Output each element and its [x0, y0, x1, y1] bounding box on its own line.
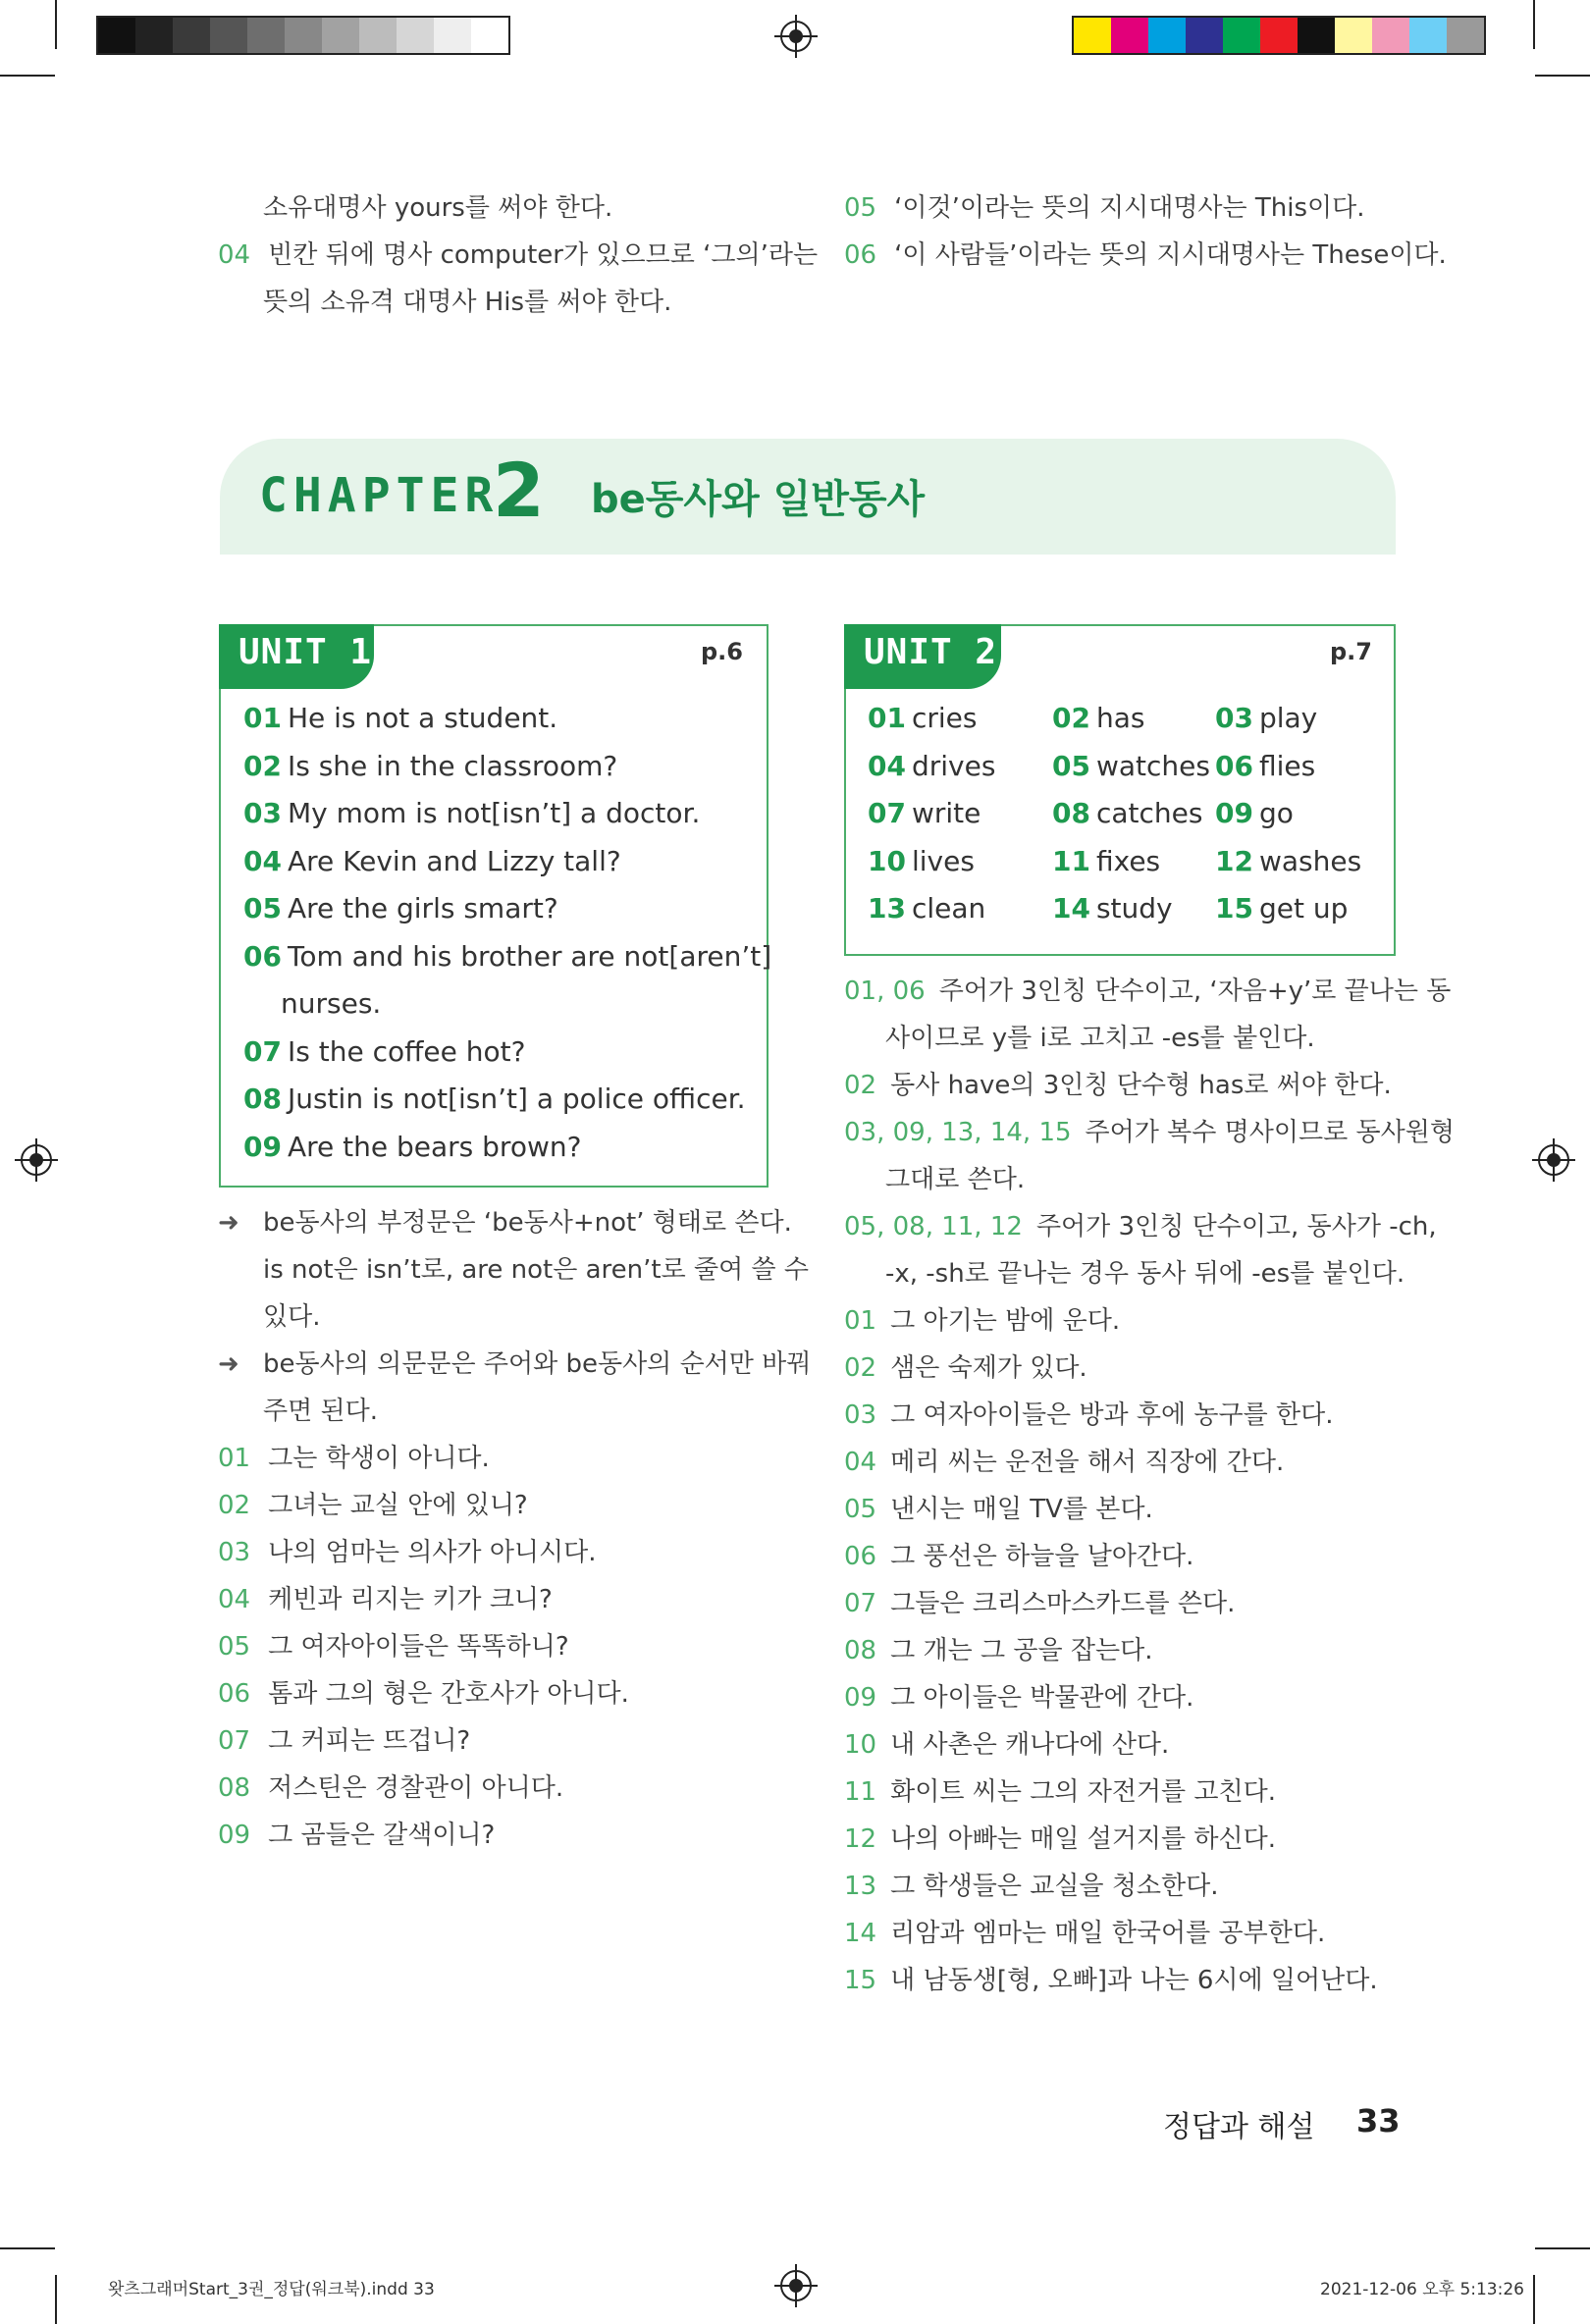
explanation-line — [844, 1392, 1455, 1439]
note-line — [844, 185, 1447, 232]
answer-cell — [868, 885, 1052, 933]
item-text: 주어가 3인칭 단수이고, ‘자음+y’로 끝나는 동 — [938, 977, 1452, 1006]
item-number: 05 — [1052, 749, 1090, 782]
item-number: 13 — [868, 892, 906, 924]
item-text: 주어가 복수 명사이므로 동사원형 — [1085, 1118, 1455, 1147]
unit1-page-ref: p.6 — [701, 638, 743, 665]
color-swatch — [1335, 18, 1372, 53]
registration-mark-icon — [780, 2270, 812, 2301]
answer-line — [243, 743, 771, 791]
item-text: be동사의 부정문은 ‘be동사+not’ 형태로 쓴다. — [263, 1208, 792, 1238]
explanation-line — [844, 968, 1455, 1015]
item-text: write — [911, 797, 981, 829]
item-number: 08 — [243, 1083, 282, 1115]
item-text: Tom and his brother are not[aren’t] — [287, 939, 772, 973]
explanation-line — [844, 1721, 1455, 1769]
answer-row — [868, 838, 1362, 886]
unit1-tab: UNIT 1 — [219, 624, 374, 689]
item-text: washes — [1258, 844, 1362, 877]
answer-cell — [1215, 838, 1362, 886]
item-number: 09 — [243, 1130, 282, 1163]
explanation-line — [844, 1674, 1455, 1721]
explanation-line — [218, 1341, 811, 1388]
item-number: 08 — [218, 1773, 251, 1803]
explanation-line — [218, 1670, 811, 1717]
explanation-line — [218, 1482, 811, 1529]
color-swatch — [397, 18, 434, 53]
item-number: 02 — [844, 1071, 877, 1100]
answer-line — [243, 790, 771, 838]
item-text: 그 개는 그 공을 잡는다. — [890, 1636, 1153, 1665]
item-number: 01 — [218, 1444, 251, 1473]
explanation-line — [218, 1294, 811, 1341]
unit1-answer-list — [243, 695, 771, 1171]
color-swatch — [1074, 18, 1111, 53]
process-color-bar — [1072, 16, 1486, 55]
item-text: 그 여자아이들은 똑똑하니? — [268, 1632, 569, 1662]
note-line — [218, 279, 818, 326]
item-text: -x, -sh로 끝나는 경우 동사 뒤에 -es를 붙인다. — [885, 1259, 1405, 1289]
color-swatch — [1111, 18, 1148, 53]
item-text: 리암과 엠마는 매일 한국어를 공부한다. — [890, 1919, 1326, 1948]
item-text: 화이트 씨는 그의 자전거를 고친다. — [890, 1777, 1277, 1807]
item-text: nurses. — [281, 987, 382, 1020]
item-number: 11 — [844, 1777, 877, 1807]
item-number: 02 — [1052, 702, 1090, 734]
color-swatch — [1372, 18, 1409, 53]
arrow-icon: ➜ — [218, 1349, 239, 1379]
answer-line — [243, 1029, 771, 1077]
explanation-line — [844, 1816, 1455, 1863]
answer-cell — [1052, 885, 1215, 933]
explanation-line — [844, 1910, 1455, 1957]
item-text: 케빈과 리지는 키가 크니? — [268, 1585, 553, 1614]
color-swatch — [285, 18, 322, 53]
color-swatch — [1447, 18, 1484, 53]
explanation-line — [844, 1627, 1455, 1674]
item-number: 05, 08, 11, 12 — [844, 1212, 1023, 1241]
item-text: is not은 isn’t로, are not은 aren’t로 줄여 쓸 수 — [263, 1255, 809, 1285]
unit2-answer-grid — [868, 695, 1362, 933]
item-number: 15 — [1215, 892, 1253, 924]
explanation-line — [844, 1015, 1455, 1062]
answer-row — [868, 695, 1362, 743]
color-swatch — [210, 18, 247, 53]
answer-cell — [1052, 743, 1215, 791]
unit1-explanations — [218, 1199, 811, 1859]
item-text: get up — [1258, 892, 1349, 924]
explanation-line — [218, 1529, 811, 1576]
item-number: 14 — [1052, 892, 1090, 924]
item-text: 그 아이들은 박물관에 간다. — [890, 1683, 1194, 1713]
answer-row — [868, 885, 1362, 933]
chapter-title: be동사와 일반동사 — [591, 477, 926, 522]
answer-line — [243, 1076, 771, 1124]
item-text: 낸시는 매일 TV를 본다. — [890, 1495, 1153, 1524]
item-number: 05 — [243, 892, 282, 924]
color-swatch — [434, 18, 471, 53]
crop-mark — [1535, 2247, 1590, 2249]
color-swatch — [1409, 18, 1447, 53]
item-number: 14 — [844, 1919, 877, 1948]
registration-mark-icon — [780, 21, 812, 52]
chapter-banner — [220, 439, 1396, 555]
item-number: 04 — [218, 1585, 251, 1614]
item-text: 그대로 쓴다. — [885, 1165, 1026, 1194]
answer-row — [868, 743, 1362, 791]
item-number: 07 — [243, 1034, 282, 1068]
answer-cell — [1052, 695, 1215, 743]
crop-mark — [55, 0, 57, 49]
item-text: 그 풍선은 하늘을 날아간다. — [890, 1542, 1194, 1571]
item-number: 07 — [218, 1726, 251, 1756]
unit2-answer-box — [844, 624, 1396, 956]
item-number: 12 — [844, 1824, 877, 1854]
item-text: Is she in the classroom? — [287, 749, 618, 782]
explanation-line — [844, 1297, 1455, 1345]
item-number: 06 — [218, 1679, 251, 1709]
explanation-line — [844, 1439, 1455, 1486]
explanation-line — [844, 1957, 1455, 2004]
crop-mark — [55, 2275, 57, 2324]
color-swatch — [359, 18, 397, 53]
explanation-line — [218, 1388, 811, 1435]
item-number: 03 — [243, 797, 282, 829]
answer-cell — [1215, 790, 1362, 838]
item-text: play — [1258, 702, 1318, 734]
item-number: 01, 06 — [844, 977, 926, 1006]
explanation-line — [844, 1250, 1455, 1297]
item-text: 그 곰들은 갈색이니? — [268, 1821, 496, 1850]
item-number: 12 — [1215, 844, 1253, 877]
registration-mark-icon — [21, 1144, 52, 1176]
item-number: 06 — [1215, 749, 1253, 782]
answer-cell — [1215, 695, 1362, 743]
item-text: Are Kevin and Lizzy tall? — [287, 844, 621, 877]
item-text: 주면 된다. — [263, 1397, 378, 1426]
explanation-line — [218, 1765, 811, 1812]
item-number: 08 — [844, 1636, 877, 1665]
chapter-number: 2 — [493, 447, 545, 534]
item-text: ‘이것’이라는 뜻의 지시대명사는 This이다. — [894, 193, 1365, 223]
item-text: cries — [911, 702, 978, 734]
item-number: 10 — [844, 1730, 877, 1760]
item-text: go — [1258, 797, 1294, 829]
answer-cell — [868, 743, 1052, 791]
unit2-tab: UNIT 2 — [844, 624, 1001, 689]
chapter-word: CHAPTER — [259, 468, 500, 523]
item-number: 13 — [844, 1872, 877, 1901]
item-number: 09 — [1215, 797, 1253, 829]
item-number: 08 — [1052, 797, 1090, 829]
answer-line — [243, 980, 771, 1029]
answer-cell — [868, 695, 1052, 743]
item-text: 내 남동생[형, 오빠]과 나는 6시에 일어난다. — [890, 1966, 1378, 1995]
crop-mark — [0, 2247, 55, 2249]
explanation-line — [844, 1533, 1455, 1580]
item-text: 샘은 숙제가 있다. — [890, 1353, 1087, 1383]
item-text: 사이므로 y를 i로 고치고 -es를 붙인다. — [885, 1024, 1315, 1053]
explanation-line — [844, 1486, 1455, 1533]
item-text: 그 여자아이들은 방과 후에 농구를 한다. — [890, 1400, 1334, 1430]
item-number: 09 — [218, 1821, 251, 1850]
crop-mark — [1533, 0, 1535, 49]
item-text: 뜻의 소유격 대명사 His를 써야 한다. — [263, 288, 672, 317]
slug-date: 2021-12-06 오후 5:13:26 — [1320, 2280, 1524, 2299]
item-text: He is not a student. — [287, 702, 558, 734]
item-text: My mom is not[isn’t] a doctor. — [287, 797, 701, 829]
color-swatch — [1223, 18, 1260, 53]
item-text: 그 커피는 뜨겁니? — [268, 1726, 471, 1756]
item-text: has — [1095, 702, 1145, 734]
color-swatch — [1298, 18, 1335, 53]
item-text: 그는 학생이 아니다. — [268, 1444, 490, 1473]
item-number: 01 — [844, 1306, 877, 1336]
grayscale-color-bar — [96, 16, 510, 55]
item-text: 그 아기는 밤에 운다. — [890, 1306, 1121, 1336]
item-number: 07 — [868, 797, 906, 829]
item-text: study — [1095, 892, 1173, 924]
item-number: 03, 09, 13, 14, 15 — [844, 1118, 1072, 1147]
item-number: 05 — [844, 193, 877, 223]
item-text: Are the girls smart? — [287, 892, 558, 924]
answer-cell — [1052, 838, 1215, 886]
previous-chapter-notes-right — [844, 185, 1447, 279]
answer-line — [243, 1124, 771, 1172]
unit2-explanations — [844, 968, 1455, 2004]
item-number: 04 — [243, 844, 282, 877]
item-number: 04 — [218, 240, 251, 270]
item-text: clean — [911, 892, 986, 924]
item-text: catches — [1095, 797, 1203, 829]
item-text: 있다. — [263, 1302, 321, 1332]
explanation-line — [844, 1109, 1455, 1156]
item-number: 03 — [1215, 702, 1253, 734]
unit1-answer-box — [219, 624, 772, 1188]
color-swatch — [1148, 18, 1186, 53]
item-number: 02 — [218, 1491, 251, 1520]
item-text: lives — [911, 844, 975, 877]
color-swatch — [471, 18, 508, 53]
slug-file-name: 왓츠그래머Start_3권_정답(워크북).indd 33 — [108, 2280, 435, 2299]
item-number: 10 — [868, 844, 906, 877]
item-number: 01 — [868, 702, 906, 734]
crop-mark — [0, 75, 55, 77]
item-number: 06 — [844, 1542, 877, 1571]
item-text: 메리 씨는 운전을 해서 직장에 간다. — [890, 1448, 1285, 1477]
item-number: 02 — [844, 1353, 877, 1383]
note-line — [844, 232, 1447, 279]
footer-section-title: 정답과 해설 — [1163, 2110, 1315, 2144]
item-text: Are the bears brown? — [287, 1130, 582, 1163]
note-line — [218, 232, 818, 279]
color-swatch — [1186, 18, 1223, 53]
item-text: ‘이 사람들’이라는 뜻의 지시대명사는 These이다. — [894, 240, 1447, 270]
item-number: 05 — [218, 1632, 251, 1662]
answer-cell — [868, 838, 1052, 886]
answer-line — [243, 695, 771, 743]
explanation-line — [218, 1246, 811, 1294]
item-text: Justin is not[isn’t] a police officer. — [287, 1083, 746, 1115]
page-number: 33 — [1356, 2102, 1401, 2139]
item-text: 톰과 그의 형은 간호사가 아니다. — [268, 1679, 629, 1709]
color-swatch — [1260, 18, 1298, 53]
answer-line — [243, 838, 771, 886]
item-number: 02 — [243, 749, 282, 782]
item-number: 09 — [844, 1683, 877, 1713]
registration-mark-icon — [1538, 1144, 1569, 1176]
explanation-line — [218, 1435, 811, 1482]
color-swatch — [135, 18, 173, 53]
color-swatch — [173, 18, 210, 53]
crop-mark — [1533, 2275, 1535, 2324]
item-number: 06 — [243, 939, 282, 973]
answer-cell — [1215, 885, 1362, 933]
item-text: fixes — [1095, 844, 1161, 877]
explanation-line — [218, 1717, 811, 1765]
item-text: watches — [1095, 749, 1210, 782]
explanation-line — [844, 1863, 1455, 1910]
item-text: 그들은 크리스마스카드를 쓴다. — [890, 1589, 1236, 1618]
item-text: 내 사촌은 캐나다에 산다. — [890, 1730, 1170, 1760]
item-text: Is the coffee hot? — [287, 1034, 526, 1068]
color-swatch — [98, 18, 135, 53]
answer-cell — [868, 790, 1052, 838]
item-text: 그녀는 교실 안에 있니? — [268, 1491, 528, 1520]
item-number: 03 — [844, 1400, 877, 1430]
item-number: 04 — [844, 1448, 877, 1477]
crop-mark — [1535, 75, 1590, 77]
explanation-line — [218, 1623, 811, 1670]
item-text: drives — [911, 749, 996, 782]
item-number: 06 — [844, 240, 877, 270]
item-number: 01 — [243, 702, 282, 734]
note-line — [218, 185, 818, 232]
explanation-line — [844, 1203, 1455, 1250]
item-number: 11 — [1052, 844, 1090, 877]
item-text: 나의 아빠는 매일 설거지를 하신다. — [890, 1824, 1277, 1854]
color-swatch — [247, 18, 285, 53]
item-text: flies — [1258, 749, 1316, 782]
item-number: 15 — [844, 1966, 877, 1995]
previous-chapter-notes-left — [218, 185, 818, 326]
item-text: 소유대명사 yours를 써야 한다. — [263, 193, 613, 223]
item-number: 04 — [868, 749, 906, 782]
item-text: 그 학생들은 교실을 청소한다. — [890, 1872, 1219, 1901]
item-text: 동사 have의 3인칭 단수형 has로 써야 한다. — [890, 1071, 1392, 1100]
explanation-line — [844, 1062, 1455, 1109]
answer-line — [243, 933, 771, 981]
answer-cell — [1052, 790, 1215, 838]
item-number: 05 — [844, 1495, 877, 1524]
item-text: 주어가 3인칭 단수이고, 동사가 -ch, — [1035, 1212, 1437, 1241]
explanation-line — [844, 1769, 1455, 1816]
item-text: 저스틴은 경찰관이 아니다. — [268, 1773, 564, 1803]
answer-cell — [1215, 743, 1362, 791]
unit2-page-ref: p.7 — [1330, 638, 1372, 665]
explanation-line — [844, 1156, 1455, 1203]
item-number: 03 — [218, 1538, 251, 1567]
answer-line — [243, 885, 771, 933]
explanation-line — [844, 1580, 1455, 1627]
answer-row — [868, 790, 1362, 838]
explanation-line — [218, 1812, 811, 1859]
item-text: 빈칸 뒤에 명사 computer가 있으므로 ‘그의’라는 — [268, 240, 819, 270]
explanation-line — [844, 1345, 1455, 1392]
item-text: 나의 엄마는 의사가 아니시다. — [268, 1538, 597, 1567]
arrow-icon: ➜ — [218, 1208, 239, 1238]
explanation-line — [218, 1576, 811, 1623]
color-swatch — [322, 18, 359, 53]
item-number: 07 — [844, 1589, 877, 1618]
item-text: be동사의 의문문은 주어와 be동사의 순서만 바꿔 — [263, 1349, 812, 1379]
explanation-line — [218, 1199, 811, 1246]
